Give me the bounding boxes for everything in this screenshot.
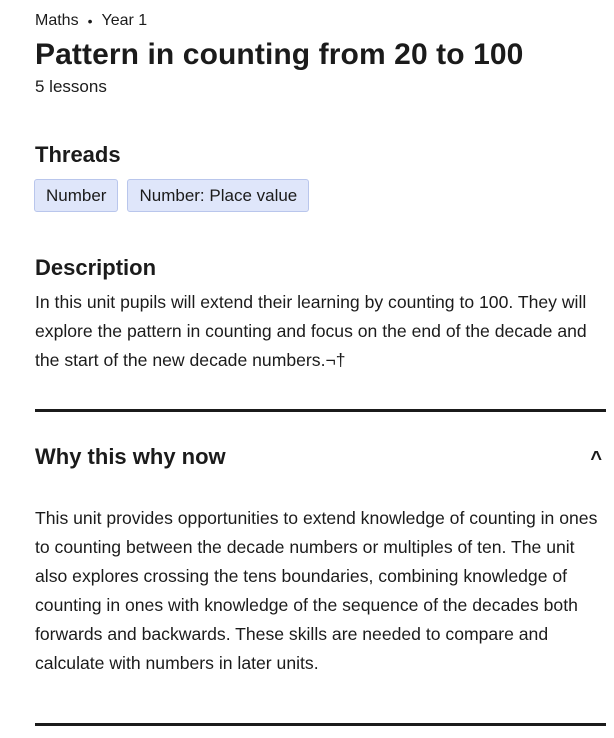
threads-heading: Threads — [35, 142, 121, 167]
accordion-bottom-divider — [35, 723, 606, 726]
lesson-count: 5 lessons — [35, 77, 107, 96]
why-this-why-now-text: This unit provides opportunities to extend knowledge of counting in ones to counting between the decade numbers or multiples of ten. The unit also explores crossing the tens boundaries, combining knowledge of counting in ones with knowledge of the sequence of the decades both forwards and backwards. These skills are needed to compare and calculate with numbers in later units. — [35, 508, 598, 673]
page-title: Pattern in counting from 20 to 100 — [35, 38, 524, 71]
breadcrumb-separator: • — [87, 13, 93, 29]
thread-tag-number: Number — [34, 179, 118, 212]
why-this-why-now-heading: Why this why now — [35, 444, 226, 469]
accordion-top-divider — [35, 409, 606, 412]
description-text: In this unit pupils will extend their learning by counting to 100. They will explore the pattern in counting and focus on the end of the decade and the start of the new decade numbers.¬† — [35, 292, 587, 370]
thread-tag-place-value: Number: Place value — [127, 179, 309, 212]
breadcrumb-year[interactable]: Year 1 — [101, 12, 148, 29]
thread-tags — [34, 179, 309, 212]
breadcrumb — [35, 10, 147, 32]
why-this-why-now-toggle[interactable] — [35, 437, 606, 477]
chevron-up-icon[interactable]: ^ — [590, 448, 602, 470]
breadcrumb-subject[interactable]: Maths — [35, 12, 79, 29]
description-heading: Description — [35, 255, 157, 280]
